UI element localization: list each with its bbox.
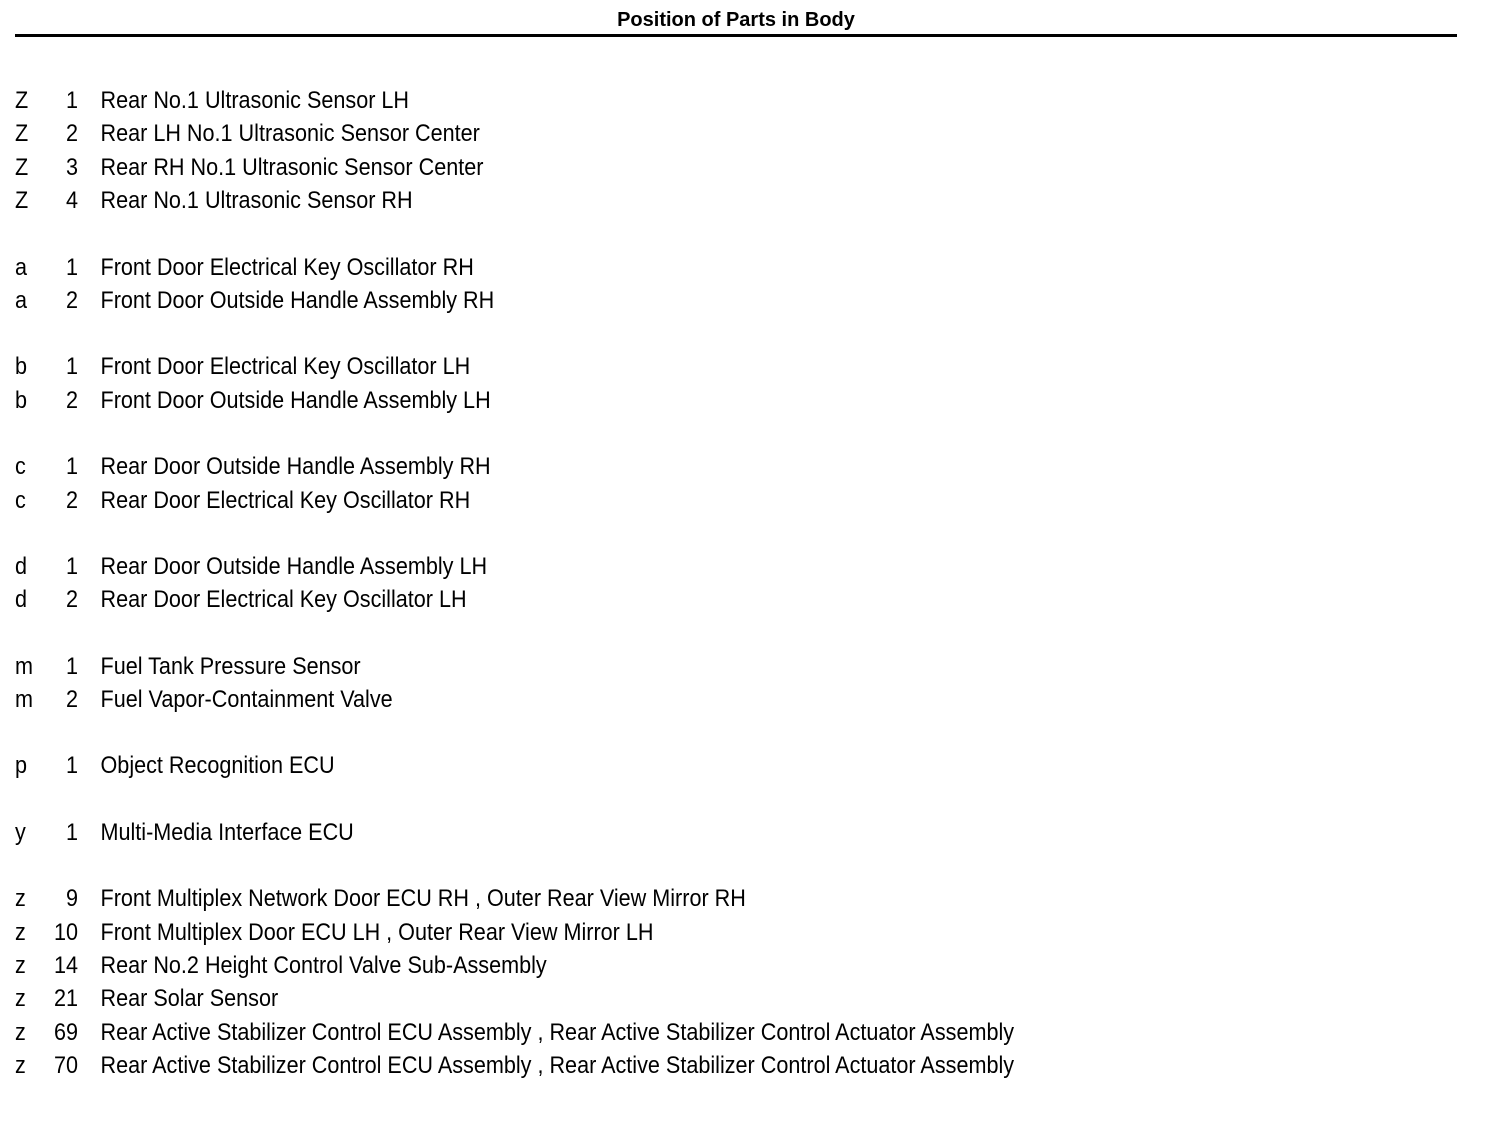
part-location-number: 2: [65, 686, 78, 714]
part-row: [15, 251, 1311, 284]
part-name: Front Multiplex Network Door ECU RH , Outer Rear View Mirror RH: [100, 885, 746, 913]
part-location-letter: c: [15, 486, 26, 514]
part-location-number: 1: [65, 253, 78, 281]
part-location-letter: z: [15, 918, 26, 946]
part-row: [15, 683, 1311, 716]
part-location-letter: a: [15, 253, 28, 281]
part-row: [15, 84, 1311, 117]
part-row: [15, 117, 1311, 150]
part-location-number: 1: [65, 353, 78, 381]
part-location-letter: Z: [15, 187, 29, 215]
part-location-number: 2: [65, 486, 78, 514]
part-row: [15, 484, 1311, 517]
part-location-number: 14: [53, 952, 78, 980]
part-row: [15, 184, 1311, 217]
part-location-number: 2: [65, 586, 78, 614]
part-name: Object Recognition ECU: [100, 752, 335, 780]
part-row: [15, 450, 1311, 483]
part-row: [15, 350, 1311, 383]
part-location-letter: b: [15, 353, 28, 381]
part-location-number: 9: [65, 885, 78, 913]
part-location-number: 1: [65, 652, 78, 680]
part-location-letter: m: [15, 686, 33, 714]
part-row: [15, 650, 1311, 683]
part-location-number: 1: [65, 752, 78, 780]
part-location-letter: c: [15, 453, 26, 481]
part-location-number: 1: [65, 818, 78, 846]
page-title: Position of Parts in Body: [617, 9, 855, 31]
part-name: Rear No.1 Ultrasonic Sensor RH: [100, 187, 413, 215]
part-location-number: 1: [65, 87, 78, 114]
part-location-letter: z: [15, 885, 26, 913]
part-row: [15, 982, 1311, 1015]
part-location-number: 1: [65, 453, 78, 481]
part-location-letter: z: [15, 1018, 26, 1046]
part-name: Fuel Tank Pressure Sensor: [100, 652, 361, 680]
part-row: [15, 749, 1311, 782]
part-location-letter: m: [15, 652, 33, 680]
part-location-letter: a: [15, 286, 28, 314]
part-name: Front Multiplex Door ECU LH , Outer Rear View Mirror LH: [100, 918, 654, 946]
part-name: Fuel Vapor-Containment Valve: [100, 686, 393, 714]
part-name: Front Door Outside Handle Assembly LH: [100, 386, 491, 414]
part-row: [15, 949, 1311, 982]
part-name: Rear No.1 Ultrasonic Sensor LH: [100, 87, 410, 114]
part-row: [15, 882, 1311, 915]
title-divider: [15, 34, 1457, 37]
part-location-number: 3: [65, 153, 78, 181]
part-location-number: 69: [53, 1018, 78, 1046]
part-row: [15, 1049, 1311, 1082]
part-location-letter: b: [15, 386, 28, 414]
part-location-number: 2: [65, 386, 78, 414]
part-name: Rear Door Electrical Key Oscillator RH: [100, 486, 471, 514]
part-row: [15, 151, 1311, 184]
part-location-number: 2: [65, 120, 78, 148]
part-name: Front Door Outside Handle Assembly RH: [100, 286, 495, 314]
part-location-number: 21: [53, 985, 78, 1013]
part-group: [15, 550, 1455, 617]
part-location-letter: Z: [15, 87, 29, 114]
part-row: [15, 284, 1311, 317]
part-location-letter: Z: [15, 120, 29, 148]
part-name: Multi-Media Interface ECU: [100, 818, 354, 846]
part-name: Rear Door Outside Handle Assembly RH: [100, 453, 491, 481]
part-name: Rear RH No.1 Ultrasonic Sensor Center: [100, 153, 484, 181]
part-location-number: 4: [65, 187, 78, 215]
part-row: [15, 384, 1311, 417]
part-group: [15, 882, 1455, 1082]
part-group: [15, 350, 1455, 417]
part-row: [15, 816, 1311, 849]
part-location-number: 1: [65, 552, 78, 580]
part-location-letter: z: [15, 1052, 26, 1080]
part-name: Front Door Electrical Key Oscillator RH: [100, 253, 474, 281]
part-name: Rear Door Outside Handle Assembly LH: [100, 552, 488, 580]
part-location-letter: Z: [15, 153, 29, 181]
part-name: Rear Active Stabilizer Control ECU Assembly , Rear Active Stabilizer Control Actuator Assembly: [100, 1018, 1015, 1046]
part-group: [15, 450, 1455, 517]
part-name: Front Door Electrical Key Oscillator LH: [100, 353, 471, 381]
part-row: [15, 1016, 1311, 1049]
part-name: Rear Active Stabilizer Control ECU Assembly , Rear Active Stabilizer Control Actuator Assembly: [100, 1052, 1015, 1080]
part-name: Rear Solar Sensor: [100, 985, 279, 1013]
part-location-number: 70: [53, 1052, 78, 1080]
part-group: [15, 816, 1455, 849]
part-group: [15, 650, 1455, 717]
part-row: [15, 550, 1311, 583]
part-location-letter: d: [15, 586, 28, 614]
part-name: Rear No.2 Height Control Valve Sub-Assembly: [100, 952, 547, 980]
part-name: Rear LH No.1 Ultrasonic Sensor Center: [100, 120, 480, 148]
parts-list: [15, 84, 1455, 1116]
part-name: Rear Door Electrical Key Oscillator LH: [100, 586, 467, 614]
part-group: [15, 251, 1455, 318]
part-group: [15, 749, 1455, 782]
part-row: [15, 916, 1311, 949]
part-location-letter: y: [15, 818, 26, 846]
part-location-number: 10: [53, 918, 78, 946]
part-location-letter: p: [15, 752, 28, 780]
part-row: [15, 583, 1311, 616]
part-location-letter: d: [15, 552, 28, 580]
part-group: [15, 84, 1455, 218]
part-location-letter: z: [15, 985, 26, 1013]
part-location-letter: z: [15, 952, 26, 980]
part-location-number: 2: [65, 286, 78, 314]
